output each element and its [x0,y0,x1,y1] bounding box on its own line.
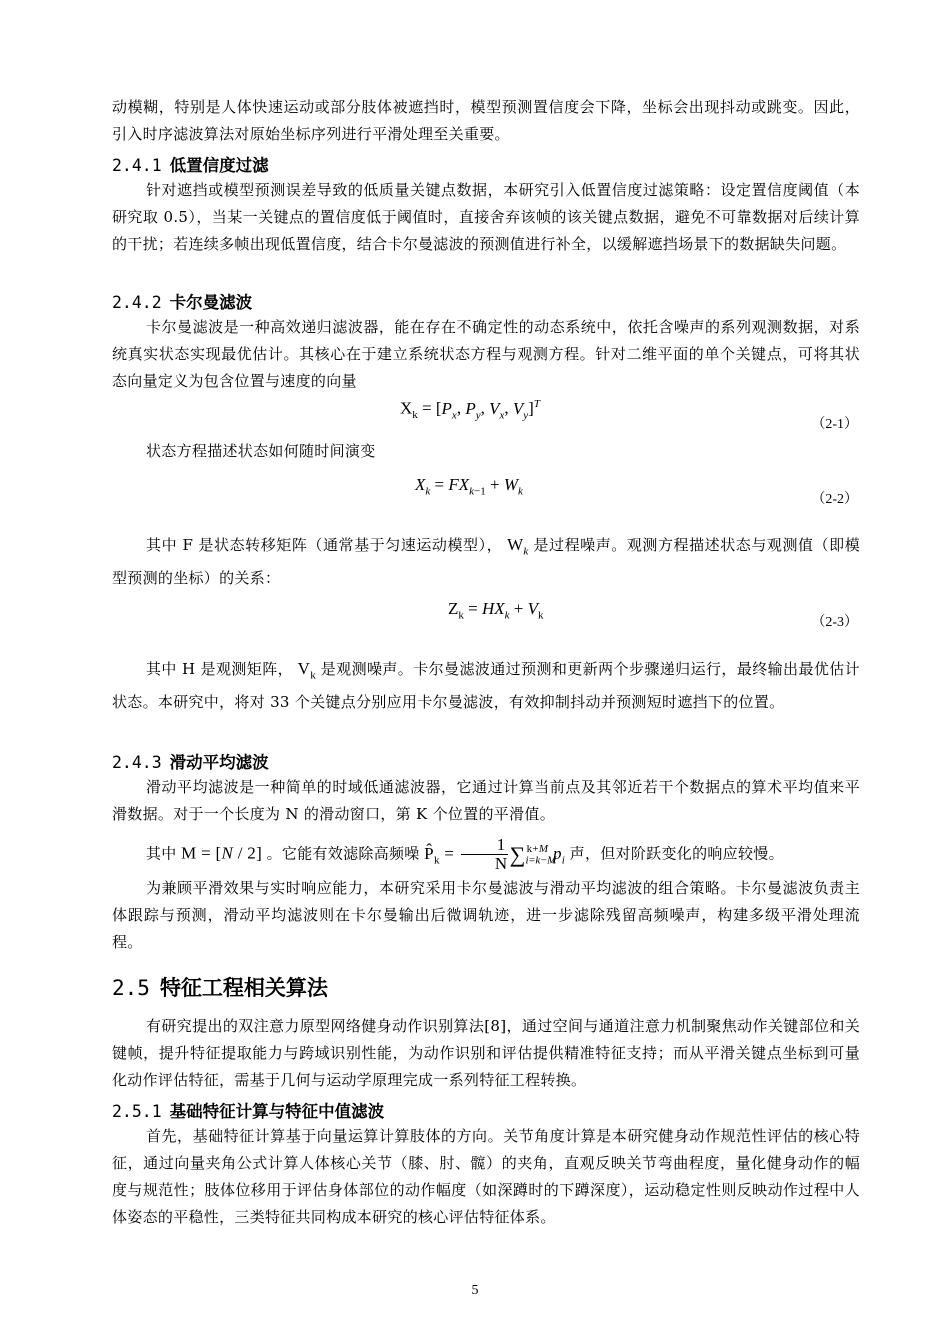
text-fragment: 是观测噪声。卡尔曼滤波通过预测和更新两个步骤递归运行，最终输出最优估计状态。本研究中，将对 33 个关键点分别应用卡尔曼滤波，有效抑制抖动并预测短时遮挡下的位置。 [112,660,860,712]
intro-paragraph: 动模糊，特别是人体快速运动或部分肢体被遮挡时，模型预测置信度会下降，坐标会出现抖动或跳变。因此，引入时序滤波算法对原始坐标序列进行平滑处理至关重要。 [112,98,860,143]
section-title: 特征工程相关算法 [159,976,328,1000]
section-heading-2-5-1 [112,1101,384,1123]
paragraph-combined-strategy: 为兼顾平滑效果与实时响应能力，本研究采用卡尔曼滤波与滑动平均滤波的组合策略。卡尔曼滤波负责主体跟踪与预测，滑动平均滤波则在卡尔曼输出后微调轨迹，进一步滤除残留高频噪声，构建多级平滑处理流程。 [112,879,860,951]
equation-2-3: $Z_k = HX_k + V_k$ [448,599,544,622]
text-fragment: 声，但对阶跃变化的响应较慢。 [569,844,784,863]
section-title: 卡尔曼滤波 [169,293,253,312]
equation-number: （2-2） [811,492,858,507]
paragraph-moving-average-formula [112,831,860,878]
paragraph-moving-average: 滑动平均滤波是一种简单的时域低通滤波器，它通过计算当前点及其邻近若干个数据点的算术平均值来平滑数据。对于一个长度为 N 的滑动窗口，第 K 个位置的平滑值。 [112,778,860,823]
text-fragment: 其中 F 是状态转移矩阵（通常基于匀速运动模型）， [146,536,503,554]
paragraph-feature-engineering: 有研究提出的双注意力原型网络健身动作识别算法[8]，通过空间与通道注意力机制聚焦动作关键部位和关键帧，提升特征提取能力与跨域识别性能，为动作识别和评估提供精准特征支持；而从平滑关键点坐标到可量化动作评估特征，需基于几何与运动学原理完成一系列特征工程转换。 [112,1017,860,1089]
section-heading-2-4-1 [112,155,269,177]
paragraph-process-noise [112,531,860,592]
paragraph-kalman-intro: 卡尔曼滤波是一种高效递归滤波器，能在存在不确定性的动态系统中，依托含噪声的系列观测数据，对系统真实状态实现最优估计。其核心在于建立系统状态方程与观测方程。针对二维平面的单个关键点，可将其状态向量定义为包含位置与速度的向量 [112,318,860,390]
section-number: 2.4.3 [112,753,162,772]
section-heading-2-4-3 [112,752,269,774]
text-fragment: 是过程噪声。观测方程描述状态与观测值（即模型预测的坐标）的关系： [112,536,860,588]
section-number: 2.4.2 [112,293,162,312]
section-title: 基础特征计算与特征中值滤波 [169,1102,385,1121]
paragraph-basic-features: 首先，基础特征计算基于向量运算计算肢体的方向。关节角度计算是本研究健身动作规范性评估的核心特征，通过向量夹角公式计算人体核心关节（膝、肘、髋）的夹角，直观反映关节弯曲程度，量化健身动作的幅度与规范性；肢体位移用于评估身体部位的动作幅度（如深蹲时的下蹲深度），运动稳定性则反映动作过程中人体姿态的平稳性，三类特征共同构成本研究的核心评估特征体系。 [112,1127,860,1226]
equation-number: （2-3） [811,615,858,630]
section-title: 低置信度过滤 [169,156,269,175]
paragraph-observation-noise [112,655,860,716]
text-fragment: 其中 H 是观测矩阵， [146,660,294,678]
equation-2-2: $X_k = FX_{k-1} + W_k$ [415,475,523,498]
equation-2-1: $X_k = [P_x$, $P_y$, $V_x$, $V_y]^T$ [400,398,540,422]
paragraph-low-confidence: 针对遮挡或模型预测误差导致的低质量关键点数据，本研究引入低置信度过滤策略：设定置信度阈值（本研究取 0.5），当某一关键点的置信度低于阈值时，直接舍弃该帧的该关键点数据，避免不可靠数据对后续计算的干扰；若连续多帧出现低置信度，结合卡尔曼滤波的预测值进行补全，以缓解遮挡场景下的数据缺失问题。 [112,181,860,253]
inline-math-m: M = [N / 2] [176,843,267,863]
section-heading-2-5 [112,974,328,1002]
text-fragment: 。它能有效滤除高频噪 [266,844,420,863]
section-number: 2.4.1 [112,156,162,175]
inline-math-pk-formula: $P̂_k$ = $\frac{1}{N}$ $\sum_{i=k-M}^{k+M}$ $p_i$ [419,835,566,874]
section-number: 2.5 [112,976,150,1000]
paragraph-state-equation: 状态方程描述状态如何随时间演变 [146,442,376,460]
section-number: 2.5.1 [112,1102,162,1121]
inline-math-wk: $W_k$ [502,535,529,558]
equation-number: （2-1） [811,417,858,432]
section-title: 滑动平均滤波 [169,753,269,772]
section-heading-2-4-2 [112,292,252,314]
page-number: 5 [471,1283,479,1298]
inline-math-vk: $V_k$ [293,659,317,682]
text-fragment: 其中 [146,844,177,863]
